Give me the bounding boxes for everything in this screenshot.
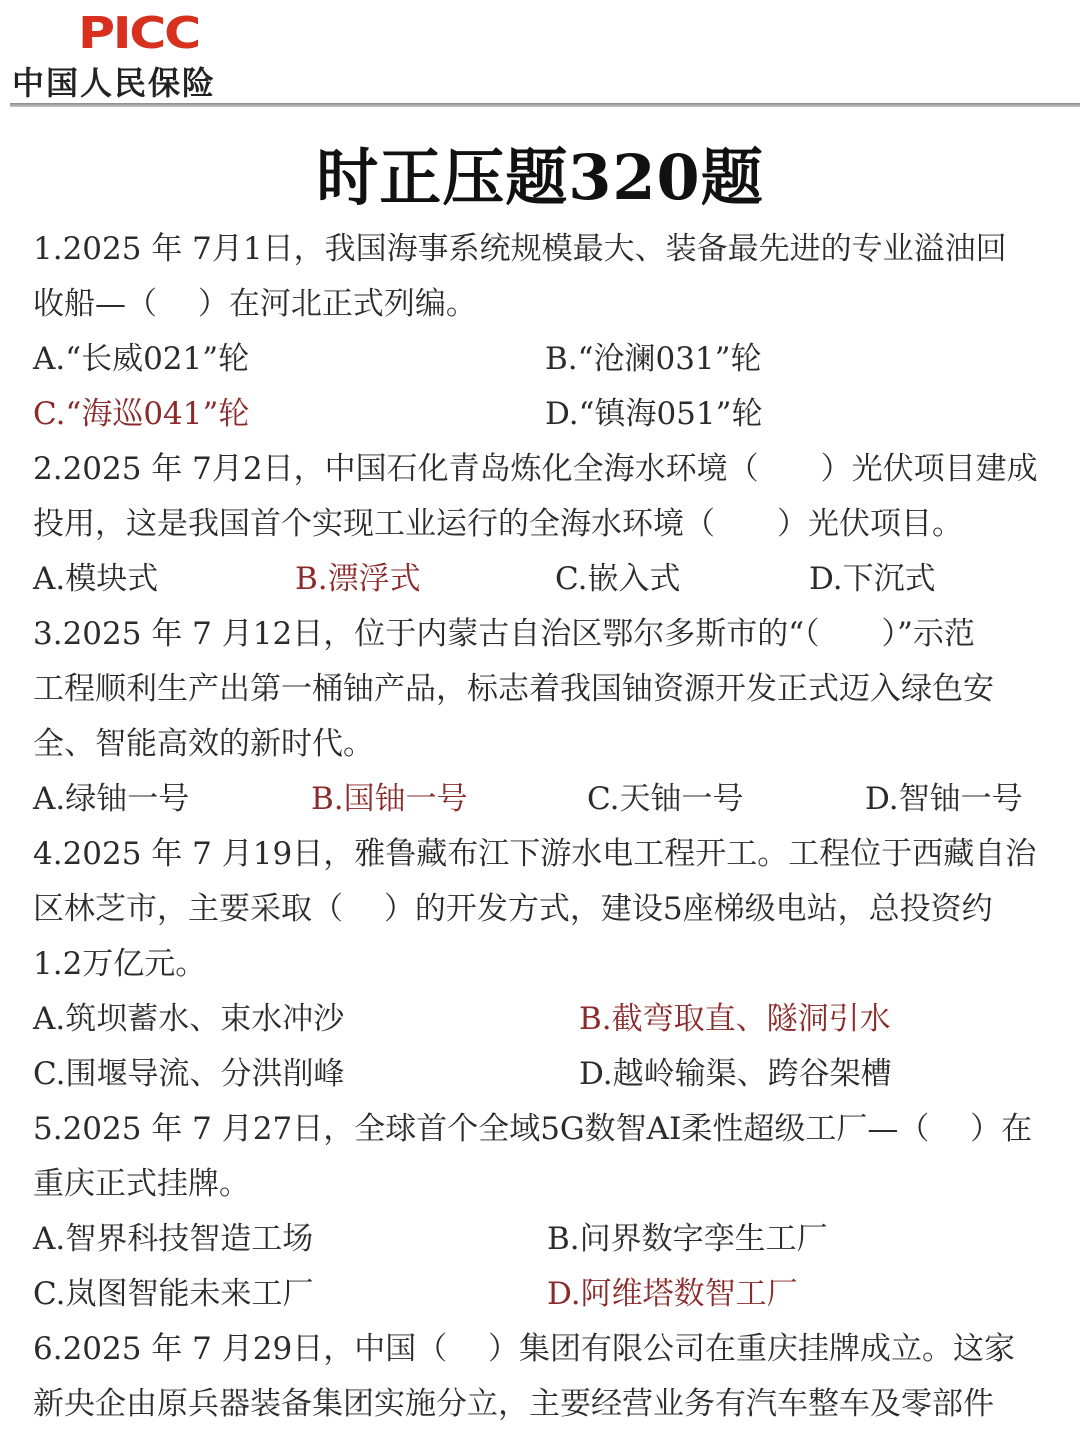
question-text: 4.2025 年 7 月19日，雅鲁藏布江下游水电工程开工。工程位于西藏自治 [33,836,1037,872]
option-c-correct: C.“海巡041”轮 [33,396,250,432]
question-4 [33,827,1063,1102]
options-row [33,1212,1063,1267]
option-d: D.越岭输渠、跨谷架槽 [579,1056,892,1092]
question-text: 全、智能高效的新时代。 [33,726,374,762]
option-b-correct: B.国铀一号 [311,781,468,817]
picc-logo: PICC [78,8,199,59]
question-3 [33,607,1063,827]
question-text: 5.2025 年 7 月27日，全球首个全域5G数智AI柔性超级工厂—（ ）在 [33,1111,1033,1147]
option-d: D.“镇海051”轮 [545,396,763,432]
options-row [33,992,1063,1047]
page-title: 时正压题320题 [316,141,764,214]
question-5 [33,1102,1063,1322]
option-c: C.嵌入式 [555,561,681,597]
option-b-correct: B.截弯取直、隧洞引水 [579,1001,891,1037]
option-a: A.绿铀一号 [33,781,190,817]
option-d-correct: D.阿维塔数智工厂 [547,1276,798,1312]
question-text: 收船—（ ）在河北正式列编。 [33,286,477,322]
question-6 [33,1322,1063,1432]
question-text: 1.2万亿元。 [33,946,207,982]
question-text: 3.2025 年 7 月12日，位于内蒙古自治区鄂尔多斯市的“（ ）”示范 [33,616,975,652]
option-a: A.“长威021”轮 [33,341,250,377]
option-b: B.问界数字孪生工厂 [547,1221,828,1257]
options-row [33,332,1063,387]
question-text: 区林芝市，主要采取（ ）的开发方式，建设5座梯级电站，总投资约 [33,891,993,927]
question-1 [33,222,1063,442]
option-b: B.“沧澜031”轮 [545,341,762,377]
question-text: 2.2025 年 7月2日，中国石化青岛炼化全海水环境（ ）光伏项目建成 [33,451,1038,487]
header-divider [10,103,1080,107]
question-text: 重庆正式挂牌。 [33,1166,250,1202]
options-row [33,552,1063,607]
options-row [33,387,1063,442]
options-row [33,772,1063,827]
option-a: A.模块式 [33,561,159,597]
question-text: 1.2025 年 7月1日，我国海事系统规模最大、装备最先进的专业溢油回 [33,231,1007,267]
options-row [33,1267,1063,1322]
question-text: 新央企由原兵器装备集团实施分立，主要经营业务有汽车整车及零部件 [33,1386,994,1422]
header [0,0,1080,112]
option-c: C.岚图智能未来工厂 [33,1276,314,1312]
question-text: 6.2025 年 7 月29日，中国（ ）集团有限公司在重庆挂牌成立。这家 [33,1331,1016,1367]
option-c: C.围堰导流、分洪削峰 [33,1056,345,1092]
question-text: 工程顺利生产出第一桶铀产品，标志着我国铀资源开发正式迈入绿色安 [33,671,994,707]
question-2 [33,442,1063,607]
option-d: D.下沉式 [809,561,936,597]
question-text: 投用，这是我国首个实现工业运行的全海水环境（ ）光伏项目。 [33,506,963,542]
option-a: A.智界科技智造工场 [33,1221,314,1257]
option-d: D.智铀一号 [865,781,1023,817]
option-c: C.天铀一号 [587,781,744,817]
options-row [33,1047,1063,1102]
logo-company-name: 中国人民保险 [12,64,217,102]
option-a: A.筑坝蓄水、束水冲沙 [33,1001,345,1037]
option-b-correct: B.漂浮式 [295,561,421,597]
question-list [33,222,1063,1432]
